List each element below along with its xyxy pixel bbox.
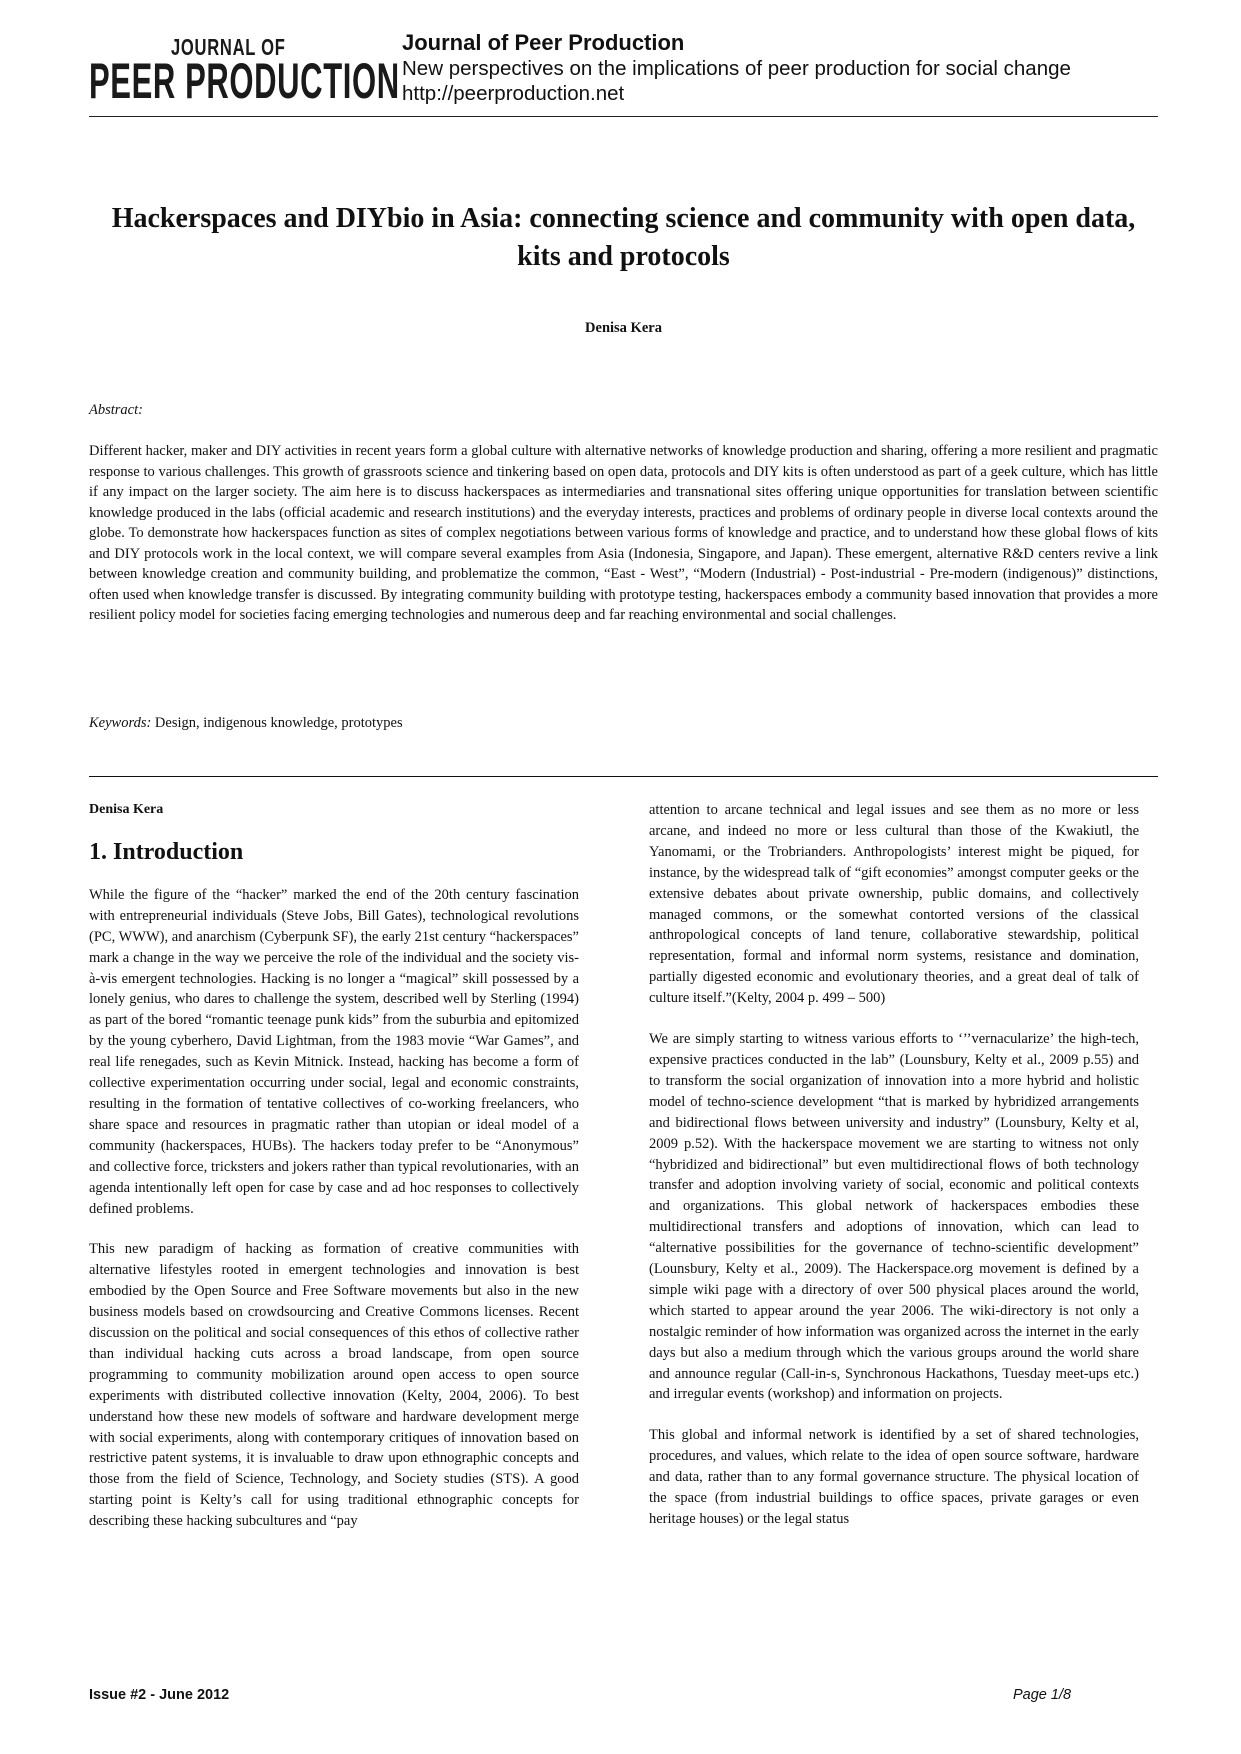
journal-tagline: New perspectives on the implications of peer production for social change bbox=[402, 57, 1071, 80]
paragraph: This new paradigm of hacking as formation of creative communities with alternative lifestyles rooted in emergent technologies and innovation is best embodied by the Open Source and Free Software movements but also in the new business models based on crowdsourcing and Creative Commons licenses. Recent discussion on the political and social consequences of this ethos of collective rather than individual hacking cuts across a broad landscape, from open source programming to community mobilization around open access to open source experiments with distributed collective innovation (Kelty, 2004, 2006). To best understand how these new models of software and hardware development merge with social experiments, along with contemporary critiques of innovation based on restrictive patent systems, it is invaluable to draw upon ethnographic concepts and those from the field of Science, Technology, and Society studies (STS). A good starting point is Kelty’s call for using traditional ethnographic concepts for describing these hacking subcultures and “pay bbox=[89, 1241, 579, 1530]
footer-issue: Issue #2 - June 2012 bbox=[89, 1687, 230, 1703]
logo-small-text: JOURNAL OF bbox=[171, 34, 286, 60]
abstract-text: Different hacker, maker and DIY activities in recent years form a global culture with alternative networks of knowledge production and sharing, offering a more resilient and pragmatic response to various challenges. This growth of grassroots science and tinkering based on open data, protocols and DIY kits is often understood as part of a geek culture, which has little if any impact on the larger society. The aim here is to discuss hackerspaces as intermediaries and transnational sites offering unique opportunities for translation between scientific knowledge produced in the labs (official academic and research institutions) and the everyday interests, practices and problems of ordinary people in diverse local contexts around the globe. To demonstrate how hackerspaces function as sites of complex negotiations between various forms of knowledge and practice, and to understand how these global flows of kits and DIY protocols work in the local context, we will compare several examples from Asia (Indonesia, Singapore, and Japan). These emergent, alternative R&D centers revive a link between knowledge creation and community building, and problematize the common, “East - West”, “Modern (Industrial) - Post-industrial - Pre-modern (indigenous)” distinctions, often used when knowledge transfer is discussed. By integrating community building with prototype testing, hackerspaces embody a community based innovation that provides a more resilient policy model for societies facing emerging technologies and numerous deep and far reaching environmental and social challenges. bbox=[89, 443, 1158, 623]
paragraph: This global and informal network is identified by a set of shared technologies, procedures, and values, which relate to the idea of open source software, hardware and data, rather than to any formal governance structure. The physical location of the space (from industrial buildings to office spaces, private garages or even heritage houses) or the legal status bbox=[649, 1427, 1139, 1527]
section-divider bbox=[89, 776, 1158, 777]
abstract-label: Abstract: bbox=[89, 402, 143, 418]
article-title: Hackerspaces and DIYbio in Asia: connecting science and community with open data, kits and protocols bbox=[111, 203, 1136, 272]
logo-big-text: PEER PRODUCTION bbox=[89, 53, 400, 109]
keywords-value: Design, indigenous knowledge, prototypes bbox=[151, 715, 403, 731]
paragraph: While the figure of the “hacker” marked the end of the 20th century fascination with entrepreneurial individuals (Steve Jobs, Bill Gates), technological revolutions (PC, WWW), and anarchism (Cyberpunk SF), the early 21st century “hackerspaces” mark a change in the way we perceive the role of the individual and the society vis-à-vis emergent technologies. Hacking is no longer a “magical” skill possessed by a lonely genius, who dares to challenge the system, described well by Sterling (1994) as part of the bored “romantic teenage punk kids” from the suburbia and epitomized by the young cyberhero, David Lightman, from the 1983 movie “War Games”, and real life renegades, such as Kevin Mitnick. Instead, hacking has become a form of collective experimentation occurring under social, legal and economic constraints, resulting in the formation of tentative collectives of co-working freelancers, who share space and resources in pragmatic rather than utopian or ideal model of a community (hackerspaces, HUBs). The hackers today prefer to be “Anonymous” and collective force, tricksters and jokers rather than typical revolutionaries, with an agenda intentionally left open for case by case and ad hoc responses to collectively defined problems. bbox=[89, 886, 579, 1217]
keywords-label: Keywords: bbox=[89, 715, 152, 731]
body-byline: Denisa Kera bbox=[89, 802, 164, 817]
journal-name: Journal of Peer Production bbox=[402, 30, 685, 55]
keywords bbox=[89, 715, 403, 732]
journal-logo bbox=[89, 34, 400, 110]
footer-page-number: Page 1/8 bbox=[1013, 1687, 1072, 1703]
section-heading: 1. Introduction bbox=[89, 838, 244, 865]
body-column-left bbox=[89, 800, 579, 1552]
paragraph: We are simply starting to witness various efforts to ‘’’vernacularize’ the high-tech, expensive practices conducted in the lab” (Lounsbury, Kelty et al., 2009 p.55) and to transform the social organization of innovation into a more hybrid and holistic model of techno-science development “that is marked by hybridized arrangements and bidirectional flows between university and industry” (Lounsbury, Kelty et al, 2009 p.52). With the hackerspace movement we are starting to witness not only “hybridized and bidirectional” but even multidirectional flows of both technology transfer and adoption involving variety of social, economic and political contexts and organizations. This global network of hackerspaces embodies these multidirectional transfers and adoptions of innovation, which can lead to “alternative possibilities for the governance of techno-scientific development” (Lounsbury, Kelty et al., 2009). The Hackerspace.org movement is defined by a simple wiki page with a directory of over 500 physical places around the world, which started to appear around the year 2006. The wiki-directory is not only a nostalgic reminder of how information was organized across the internet in the early days but also a medium through which the various groups around the world share and announce regular (Call-in-s, Synchronous Hackathons, Tuesday meet-ups etc.) and irregular events (workshop) and information on projects. bbox=[649, 1031, 1139, 1403]
paragraph: attention to arcane technical and legal issues and see them as no more or less arcane, and indeed no more or less cultural than those of the Kwakiutl, the Yanomami, or the Trobrianders. Anthropologists’ interest might be piqued, for instance, by the widespread talk of “gift economies” amongst computer geeks or the extensive debates about private ownership, public domains, and collectively managed commons, or the somewhat contorted versions of the classical anthropological concepts of land tenure, collaborative stewardship, political representation, formal and informal norm systems, resistance and domination, partially digested economic and evolutionary theories, and a great deal of talk of culture itself.”(Kelty, 2004 p. 499 – 500) bbox=[649, 802, 1139, 1007]
body-column-right bbox=[649, 800, 1139, 1550]
article-author: Denisa Kera bbox=[585, 320, 662, 336]
journal-info bbox=[402, 30, 1071, 106]
journal-url[interactable]: http://peerproduction.net bbox=[402, 82, 625, 105]
journal-header bbox=[89, 28, 1158, 117]
